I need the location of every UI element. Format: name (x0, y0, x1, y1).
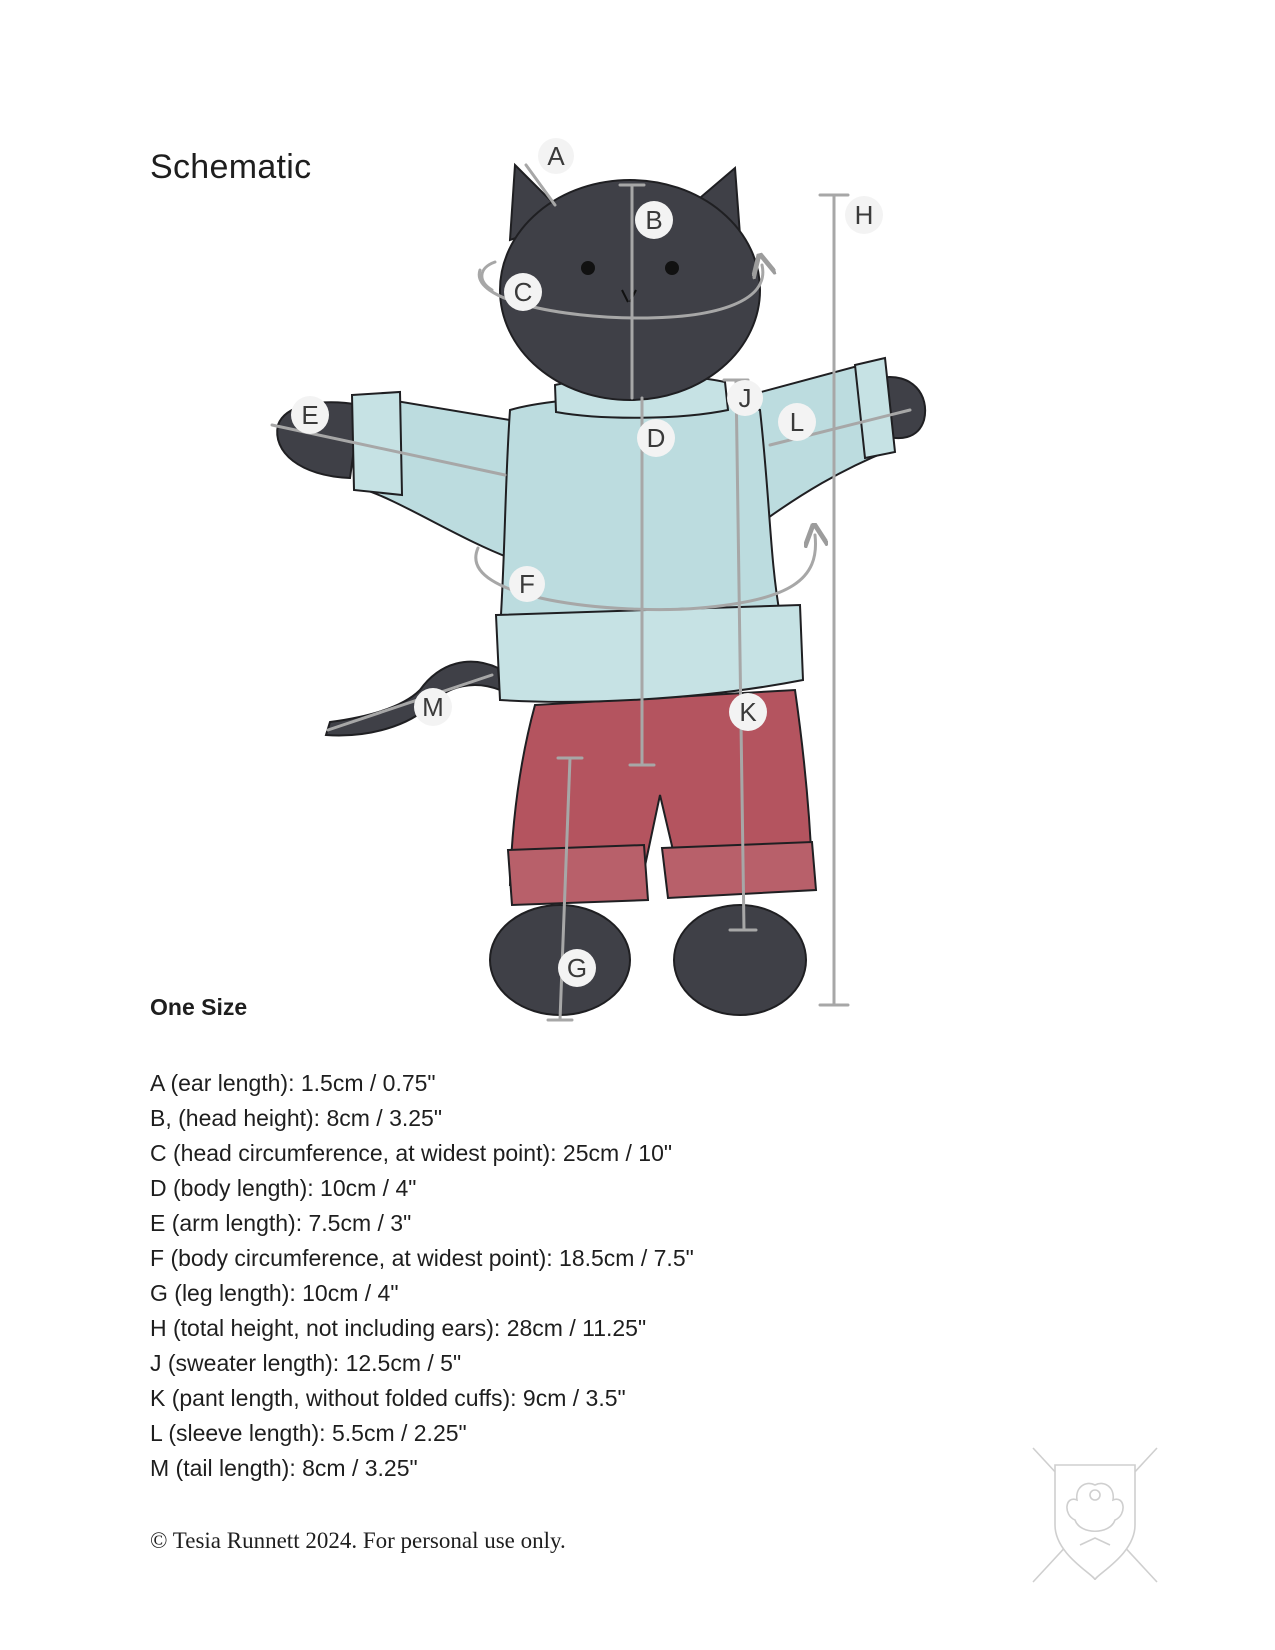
svg-text:F: F (519, 569, 535, 599)
measurement-item: E (arm length): 7.5cm / 3" (150, 1210, 412, 1236)
label-d (637, 419, 675, 457)
size-heading: One Size (150, 994, 248, 1020)
tail-shape (326, 662, 500, 736)
svg-text:B: B (645, 205, 663, 235)
measurement-item: L (sleeve length): 5.5cm / 2.25" (150, 1420, 467, 1446)
label-h (845, 196, 883, 234)
measurement-item: H (total height, not including ears): 28cm / 11.25" (150, 1315, 647, 1341)
measurement-item: M (tail length): 8cm / 3.25" (150, 1455, 418, 1481)
label-m (414, 688, 452, 726)
shield-crest-icon (1025, 1440, 1165, 1590)
label-e (291, 396, 329, 434)
measurement-item: A (ear length): 1.5cm / 0.75" (150, 1070, 436, 1096)
svg-text:E: E (301, 400, 319, 430)
svg-text:H: H (854, 200, 874, 230)
left-eye (581, 261, 595, 275)
measurement-list (150, 1066, 694, 1486)
label-a (538, 138, 574, 174)
label-g (558, 949, 596, 987)
page-title: Schematic (150, 148, 312, 186)
svg-text:A: A (547, 141, 565, 171)
right-eye (665, 261, 679, 275)
measurement-item: J (sweater length): 12.5cm / 5" (150, 1350, 462, 1376)
right-foot-shape (674, 905, 806, 1015)
measurement-item: D (body length): 10cm / 4" (150, 1175, 417, 1201)
svg-text:L: L (789, 407, 805, 437)
measurement-item: K (pant length, without folded cuffs): 9cm / 3.5" (150, 1385, 626, 1411)
measurement-item: B, (head height): 8cm / 3.25" (150, 1105, 442, 1131)
label-l (778, 403, 816, 441)
svg-text:D: D (646, 423, 666, 453)
measurement-item: G (leg length): 10cm / 4" (150, 1280, 399, 1306)
label-f (509, 566, 545, 602)
svg-text:K: K (739, 697, 757, 727)
measurement-item: C (head circumference, at widest point): 25cm / 10" (150, 1140, 673, 1166)
label-j (727, 380, 763, 416)
right-cuff-shape (662, 842, 816, 898)
sweater-hem-shape (496, 605, 803, 702)
label-c (504, 273, 542, 311)
label-k (729, 693, 767, 731)
label-b (635, 201, 673, 239)
svg-text:J: J (738, 383, 752, 413)
copyright-notice: © Tesia Runnett 2024. For personal use only. (150, 1528, 566, 1553)
left-cuff-shape (508, 845, 648, 905)
svg-text:C: C (513, 277, 533, 307)
measurement-item: F (body circumference, at widest point): 18.5cm / 7.5" (150, 1245, 694, 1271)
svg-text:M: M (422, 692, 444, 722)
svg-text:G: G (566, 953, 588, 983)
